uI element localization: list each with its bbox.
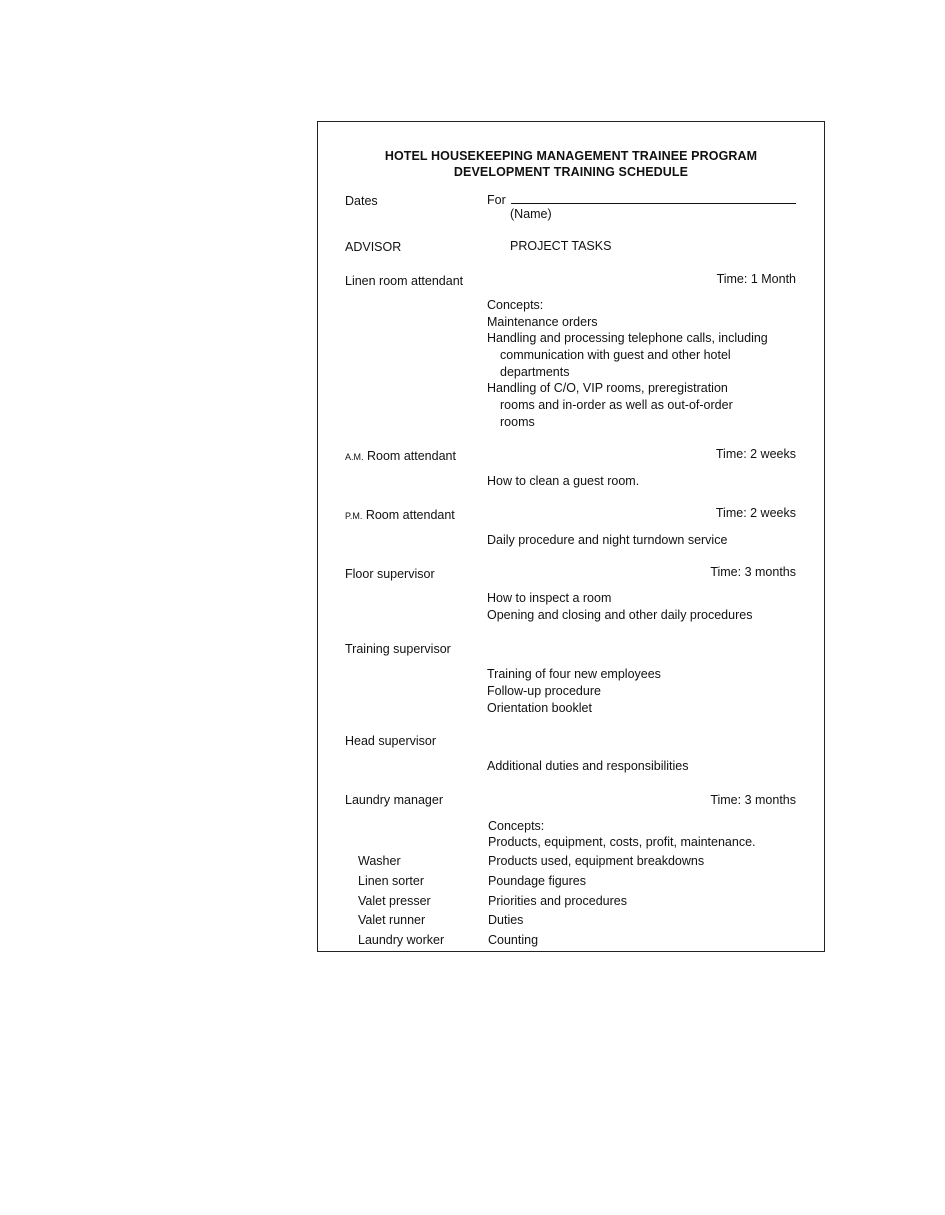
advisor-label: ADVISOR bbox=[345, 240, 402, 254]
role-am-room-attendant bbox=[345, 448, 456, 465]
task-linen-5: departments bbox=[500, 365, 570, 379]
role-training-supervisor: Training supervisor bbox=[345, 642, 451, 656]
task-laundry-2: Products, equipment, costs, profit, maintenance. bbox=[488, 835, 756, 849]
name-caption: (Name) bbox=[510, 207, 552, 221]
task-pm-1: Daily procedure and night turndown service bbox=[487, 533, 728, 547]
pm-role-label: Room attendant bbox=[365, 508, 455, 522]
time-am: Time: 2 weeks bbox=[715, 447, 796, 461]
am-role-label: Room attendant bbox=[367, 449, 456, 463]
role-pm-room-attendant bbox=[345, 507, 455, 524]
subtask-linen-sorter: Poundage figures bbox=[488, 874, 586, 888]
for-label: For bbox=[487, 193, 506, 207]
subrole-valet-presser: Valet presser bbox=[358, 894, 431, 908]
subtask-washer: Products used, equipment breakdowns bbox=[488, 854, 705, 868]
subtask-valet-presser: Priorities and procedures bbox=[488, 894, 627, 908]
role-linen-room-attendant: Linen room attendant bbox=[345, 274, 464, 288]
subrole-washer: Washer bbox=[358, 854, 401, 868]
task-floor-2: Opening and closing and other daily procedures bbox=[487, 608, 753, 622]
training-schedule-form bbox=[317, 121, 825, 952]
task-linen-7: rooms and in-order as well as out-of-order bbox=[500, 398, 733, 412]
role-laundry-manager: Laundry manager bbox=[345, 793, 443, 807]
role-floor-supervisor: Floor supervisor bbox=[345, 567, 435, 581]
task-head-1: Additional duties and responsibilities bbox=[487, 759, 689, 773]
pm-prefix: P.M. bbox=[345, 511, 363, 521]
subtask-laundry-worker: Counting bbox=[488, 933, 539, 947]
subrole-laundry-worker: Laundry worker bbox=[358, 933, 445, 947]
task-laundry-1: Concepts: bbox=[488, 819, 545, 833]
am-prefix: A.M. bbox=[345, 452, 364, 462]
time-linen: Time: 1 Month bbox=[716, 272, 796, 286]
form-title: HOTEL HOUSEKEEPING MANAGEMENT TRAINEE PROGRAM bbox=[384, 149, 758, 163]
task-floor-1: How to inspect a room bbox=[487, 591, 612, 605]
task-training-2: Follow-up procedure bbox=[487, 684, 601, 698]
project-tasks-label: PROJECT TASKS bbox=[510, 239, 612, 253]
time-laundry: Time: 3 months bbox=[710, 793, 796, 807]
task-linen-8: rooms bbox=[500, 415, 535, 429]
name-field-line bbox=[511, 203, 796, 204]
form-subtitle: DEVELOPMENT TRAINING SCHEDULE bbox=[453, 165, 689, 179]
subrole-linen-sorter: Linen sorter bbox=[358, 874, 425, 888]
task-linen-6: Handling of C/O, VIP rooms, preregistration bbox=[487, 381, 728, 395]
time-pm: Time: 2 weeks bbox=[715, 506, 796, 520]
task-training-1: Training of four new employees bbox=[487, 667, 661, 681]
task-training-3: Orientation booklet bbox=[487, 701, 592, 715]
subtask-valet-runner: Duties bbox=[488, 913, 524, 927]
dates-label: Dates bbox=[345, 194, 378, 208]
task-linen-2: Maintenance orders bbox=[487, 315, 598, 329]
role-head-supervisor: Head supervisor bbox=[345, 734, 437, 748]
subrole-valet-runner: Valet runner bbox=[358, 913, 426, 927]
time-floor: Time: 3 months bbox=[710, 565, 796, 579]
task-am-1: How to clean a guest room. bbox=[487, 474, 640, 488]
task-linen-1: Concepts: bbox=[487, 298, 544, 312]
task-linen-3: Handling and processing telephone calls, including bbox=[487, 331, 768, 345]
task-linen-4: communication with guest and other hotel bbox=[500, 348, 731, 362]
